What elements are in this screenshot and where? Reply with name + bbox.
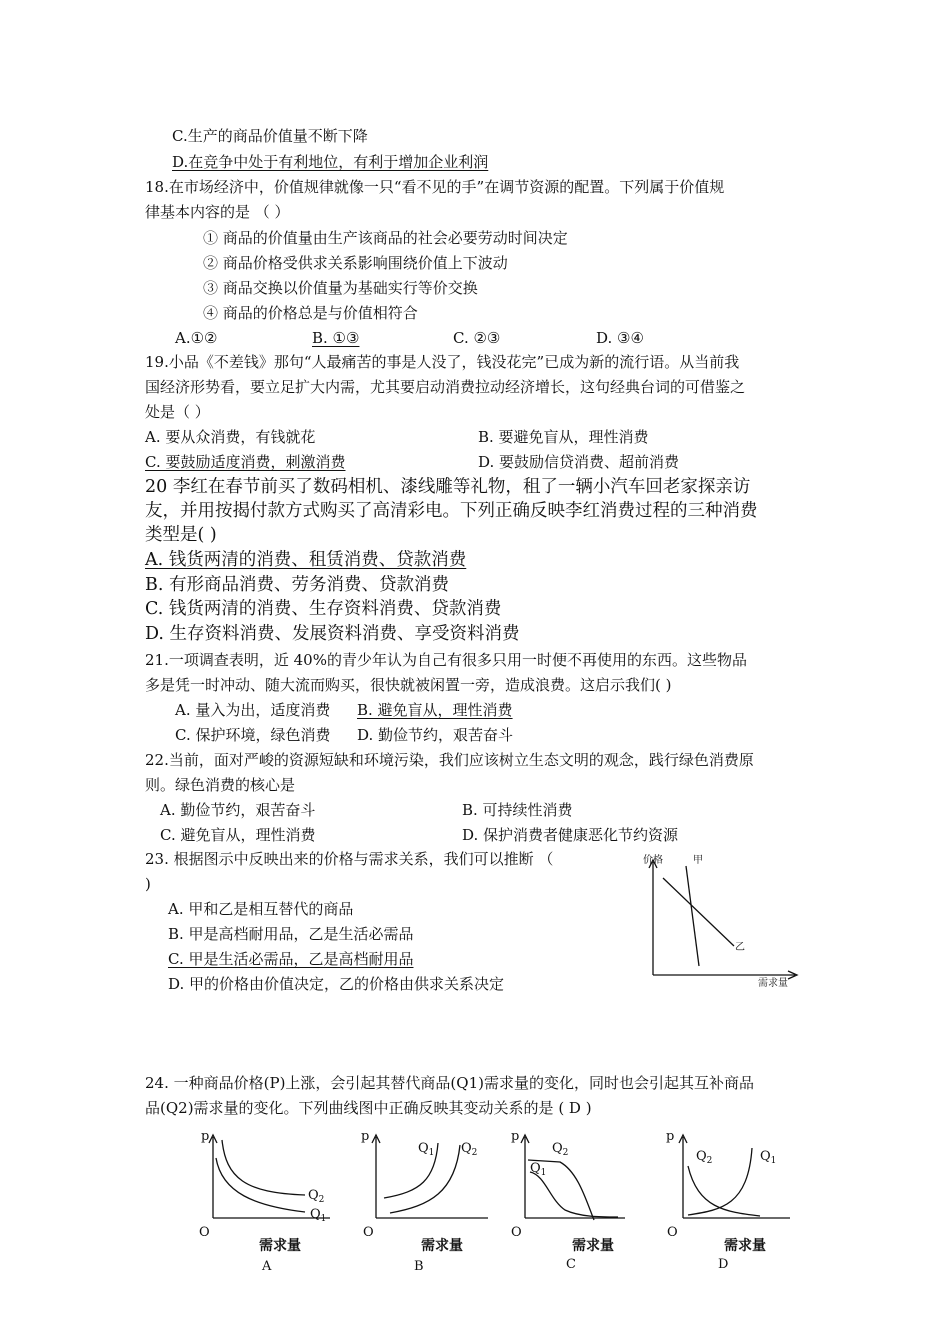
q21-option-a: A. 量入为出，适度消费 — [175, 701, 331, 719]
q18-stem-line2: 律基本内容的是 （ ） — [145, 203, 290, 221]
q23-option-d: D. 甲的价格由价值决定，乙的价格由供求关系决定 — [168, 975, 505, 993]
q24-c-caption: C — [566, 1257, 576, 1272]
q24-a-q2-label: $Q_2$ — [308, 1188, 325, 1205]
q24-c-q1-label: $Q_1$ — [530, 1161, 547, 1178]
q24-d-x-label: 需求量 — [724, 1238, 766, 1254]
q23-y-label: 价格 — [643, 855, 663, 866]
q24-c-origin: O — [511, 1225, 522, 1240]
q21-option-b-answer: B. 避免盲从，理性消费 — [357, 701, 513, 719]
q22-option-a: A. 勤俭节约，艰苦奋斗 — [160, 801, 316, 819]
q17-option-d-answer: D.在竞争中处于有利地位，有利于增加企业利润 — [172, 153, 489, 171]
q18-item-1: ① 商品的价值量由生产该商品的社会必要劳动时间决定 — [203, 229, 568, 247]
q22-stem-line1: 22.当前，面对严峻的资源短缺和环境污染，我们应该树立生态文明的观念，践行绿色消费原 — [145, 751, 754, 769]
q24-c-x-label: 需求量 — [572, 1238, 614, 1254]
q19-stem-line2: 国经济形势看，要立足扩大内需，尤其要启动消费拉动经济增长，这句经典台词的可借鉴之 — [145, 378, 746, 396]
q24-a-y-label: p — [201, 1129, 210, 1144]
q21-option-c: C. 保护环境，绿色消费 — [175, 726, 331, 744]
q23-curve-yi-label: 乙 — [735, 942, 745, 953]
q24-a-x-label: 需求量 — [259, 1238, 301, 1254]
q24-graph-c — [511, 1129, 625, 1272]
q24-d-y-label: p — [666, 1129, 675, 1144]
q24-d-q1-label: $Q_1$ — [760, 1149, 777, 1166]
q23-x-label: 需求量 — [758, 978, 788, 989]
q22-option-d: D. 保护消费者健康恶化节约资源 — [462, 826, 679, 844]
q24-b-q2-label: $Q_2$ — [461, 1141, 478, 1158]
q24-graph-d — [666, 1129, 790, 1272]
q20-option-a-answer: A. 钱货两清的消费、租赁消费、贷款消费 — [145, 550, 467, 570]
q19-option-c-answer: C. 要鼓励适度消费，刺激消费 — [145, 453, 346, 471]
q23-stem-line2: ) — [145, 875, 151, 893]
q24-a-q1-label: $Q_1$ — [310, 1207, 327, 1224]
q24-stem-line2: 品(Q2)需求量的变化。下列曲线图中正确反映其变动关系的是 ( D ) — [145, 1099, 592, 1117]
q21-stem-line2: 多是凭一时冲动、随大流而购买，很快就被闲置一旁，造成浪费。这启示我们( ) — [145, 676, 672, 694]
q24-c-y-label: p — [511, 1129, 520, 1144]
q24-a-curve-q2 — [222, 1140, 305, 1195]
q19-stem-line1: 19.小品《不差钱》那句“人最痛苦的事是人没了，钱没花完”已成为新的流行语。从当前我 — [145, 353, 740, 371]
q23-option-c-answer: C. 甲是生活必需品，乙是高档耐用品 — [168, 950, 414, 968]
q22-stem-line2: 则。绿色消费的核心是 — [145, 776, 296, 794]
q23-option-b: B. 甲是高档耐用品，乙是生活必需品 — [168, 925, 414, 943]
q23-stem-line1: 23. 根据图示中反映出来的价格与需求关系，我们可以推断 （ — [145, 850, 554, 868]
q23-curve-jia-label: 甲 — [693, 855, 703, 866]
q24-b-x-label: 需求量 — [421, 1238, 463, 1254]
q24-b-caption: B — [414, 1259, 424, 1274]
q19-option-d: D. 要鼓励信贷消费、超前消费 — [478, 453, 680, 471]
q20-stem-line3: 类型是( ) — [145, 525, 217, 545]
q18-option-a: A.①② — [175, 329, 218, 347]
q18-option-b-answer: B. ①③ — [312, 329, 360, 347]
q24-a-caption: A — [262, 1259, 272, 1274]
q20-option-b: B. 有形商品消费、劳务消费、贷款消费 — [145, 575, 449, 595]
q21-option-d: D. 勤俭节约，艰苦奋斗 — [357, 726, 514, 744]
q18-item-2: ② 商品价格受供求关系影响围绕价值上下波动 — [203, 254, 508, 272]
q18-option-c: C. ②③ — [453, 329, 501, 347]
q22-option-b: B. 可持续性消费 — [462, 801, 573, 819]
q21-stem-line1: 21.一项调查表明，近 40%的青少年认为自己有很多只用一时便不再使用的东西。这些物品 — [145, 651, 747, 669]
q22-option-c: C. 避免盲从，理性消费 — [160, 826, 316, 844]
q20-option-c: C. 钱货两清的消费、生存资料消费、贷款消费 — [145, 599, 502, 619]
q24-graph-a — [199, 1129, 330, 1274]
q24-b-q1-label: $Q_1$ — [418, 1141, 435, 1158]
q24-graph-b — [361, 1129, 488, 1274]
q24-d-origin: O — [667, 1225, 678, 1240]
q18-item-4: ④ 商品的价格总是与价值相符合 — [203, 304, 418, 322]
q19-option-b: B. 要避免盲从，理性消费 — [478, 428, 649, 446]
q20-stem-line2: 友，并用按揭付款方式购买了高清彩电。下列正确反映李红消费过程的三种消费 — [145, 501, 758, 521]
q24-c-curve-q1 — [530, 1172, 618, 1217]
q20-option-d: D. 生存资料消费、发展资料消费、享受资料消费 — [145, 624, 520, 644]
q24-a-origin: O — [199, 1225, 210, 1240]
q24-c-q2-label: $Q_2$ — [552, 1141, 569, 1158]
q24-b-origin: O — [363, 1225, 374, 1240]
q18-option-d: D. ③④ — [596, 329, 644, 347]
q24-d-q2-label: $Q_2$ — [696, 1149, 713, 1166]
q24-b-y-label: p — [361, 1129, 370, 1144]
q24-stem-line1: 24. 一种商品价格(P)上涨，会引起其替代商品(Q1)需求量的变化，同时也会引起其互补商品 — [145, 1074, 754, 1092]
q18-stem-line1: 18.在市场经济中，价值规律就像一只“看不见的手”在调节资源的配置。下列属于价值规 — [145, 178, 725, 196]
q24-d-curve-q2 — [688, 1166, 760, 1216]
q17-option-c: C.生产的商品价值量不断下降 — [172, 127, 368, 145]
q23-option-a: A. 甲和乙是相互替代的商品 — [168, 900, 354, 918]
q24-d-caption: D — [718, 1257, 729, 1272]
q20-stem-line1: 20 李红在春节前买了数码相机、漆线雕等礼物，租了一辆小汽车回老家探亲访 — [145, 477, 751, 497]
q19-option-a: A. 要从众消费，有钱就花 — [145, 428, 316, 446]
q18-item-3: ③ 商品交换以价值量为基础实行等价交换 — [203, 279, 478, 297]
q19-stem-line3: 处是（ ） — [145, 403, 210, 421]
